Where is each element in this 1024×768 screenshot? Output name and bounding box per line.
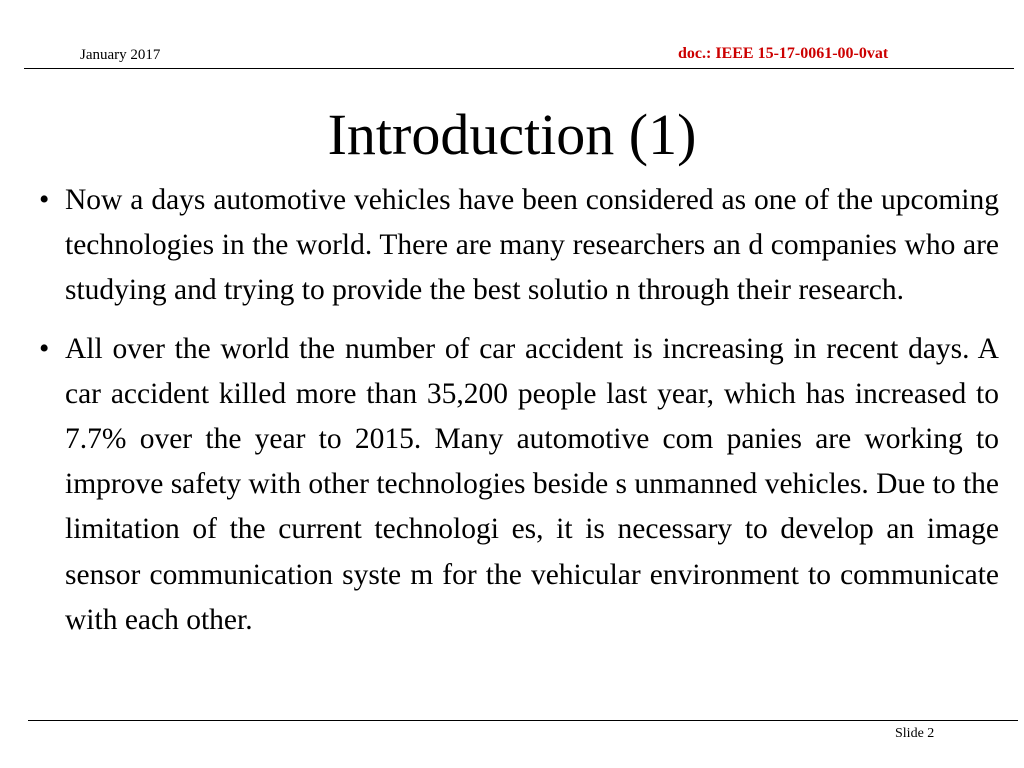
bullet-item <box>24 327 999 643</box>
slide-body <box>24 178 999 656</box>
bullet-marker: • <box>39 332 50 365</box>
bullet-marker: • <box>39 184 50 216</box>
bullet-text: Now a days automotive vehicles have been considered as one of the upcoming technologies in the world. There are many researchers an d companies who are studying and trying to provide the best solutio n through their research. <box>65 184 999 307</box>
footer-divider <box>28 720 1018 721</box>
bullet-text: All over the world the number of car accident is increasing in recent days. A car accident killed more than 35,200 people last year, which has increased to 7.7% over the year to 2015. Many automotive com panies are working to improve safety with other technologies beside s unmanned vehicles. Due to the limitation of the current technologi es, it is necessary to develop an image sensor communication syste m for the vehicular environment to communicate with each other. <box>65 332 999 636</box>
header-date: January 2017 <box>80 47 161 63</box>
slide-title: Introduction (1) <box>327 102 697 167</box>
header-doc-id: doc.: IEEE 15-17-0061-00-0vat <box>678 45 889 62</box>
slide-number: Slide 2 <box>895 726 935 741</box>
bullet-item <box>24 178 999 314</box>
header-divider <box>24 68 1014 69</box>
